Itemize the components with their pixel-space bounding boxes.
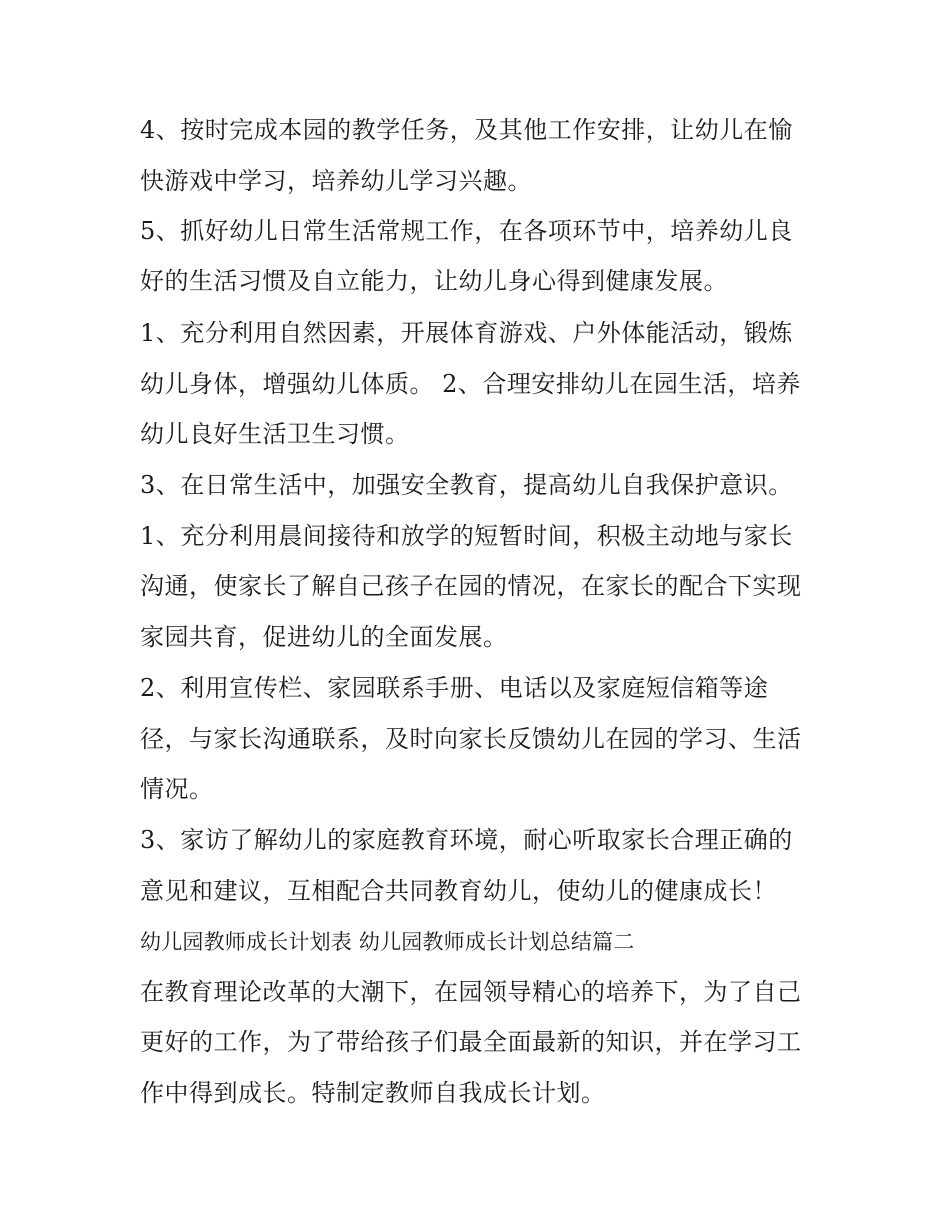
section-heading: 幼儿园教师成长计划表 幼儿园教师成长计划总结篇二 (140, 930, 635, 954)
text-line: 沟通，使家长了解自己孩子在园的情况，在家长的配合下实现 (140, 572, 802, 600)
text-line: 更好的工作，为了带给孩子们最全面最新的知识，并在学习工 (140, 1028, 802, 1056)
text-line: 1、充分利用自然因素，开展体育游戏、户外体能活动，锻炼 (140, 319, 793, 347)
text-line: 1、充分利用晨间接待和放学的短暂时间，积极主动地与家长 (140, 522, 793, 550)
text-line: 3、在日常生活中，加强安全教育，提高幼儿自我保护意识。 (140, 471, 793, 499)
text-line: 家园共育，促进幼儿的全面发展。 (140, 623, 508, 651)
text-line: 幼儿良好生活卫生习惯。 (140, 420, 410, 448)
text-line: 5、抓好幼儿日常生活常规工作，在各项环节中，培养幼儿良 (140, 217, 793, 245)
text-line: 好的生活习惯及自立能力，让幼儿身心得到健康发展。 (140, 267, 728, 295)
text-line: 情况。 (140, 775, 214, 803)
text-line: 作中得到成长。特制定教师自我成长计划。 (140, 1079, 606, 1107)
text-line: 4、按时完成本园的教学任务，及其他工作安排，让幼儿在愉 (140, 116, 793, 144)
text-line: 2、利用宣传栏、家园联系手册、电话以及家庭短信箱等途 (140, 674, 769, 702)
text-line: 幼儿身体，增强幼儿体质。 2、合理安排幼儿在园生活，培养 (140, 370, 801, 398)
text-line: 意见和建议，互相配合共同教育幼儿，使幼儿的健康成长！ (140, 877, 777, 905)
text-line: 径，与家长沟通联系，及时向家长反馈幼儿在园的学习、生活 (140, 725, 802, 753)
text-line: 3、家访了解幼儿的家庭教育环境，耐心听取家长合理正确的 (140, 826, 793, 854)
text-line: 快游戏中学习，培养幼儿学习兴趣。 (140, 167, 532, 195)
text-line: 在教育理论改革的大潮下，在园领导精心的培养下，为了自己 (140, 978, 802, 1006)
